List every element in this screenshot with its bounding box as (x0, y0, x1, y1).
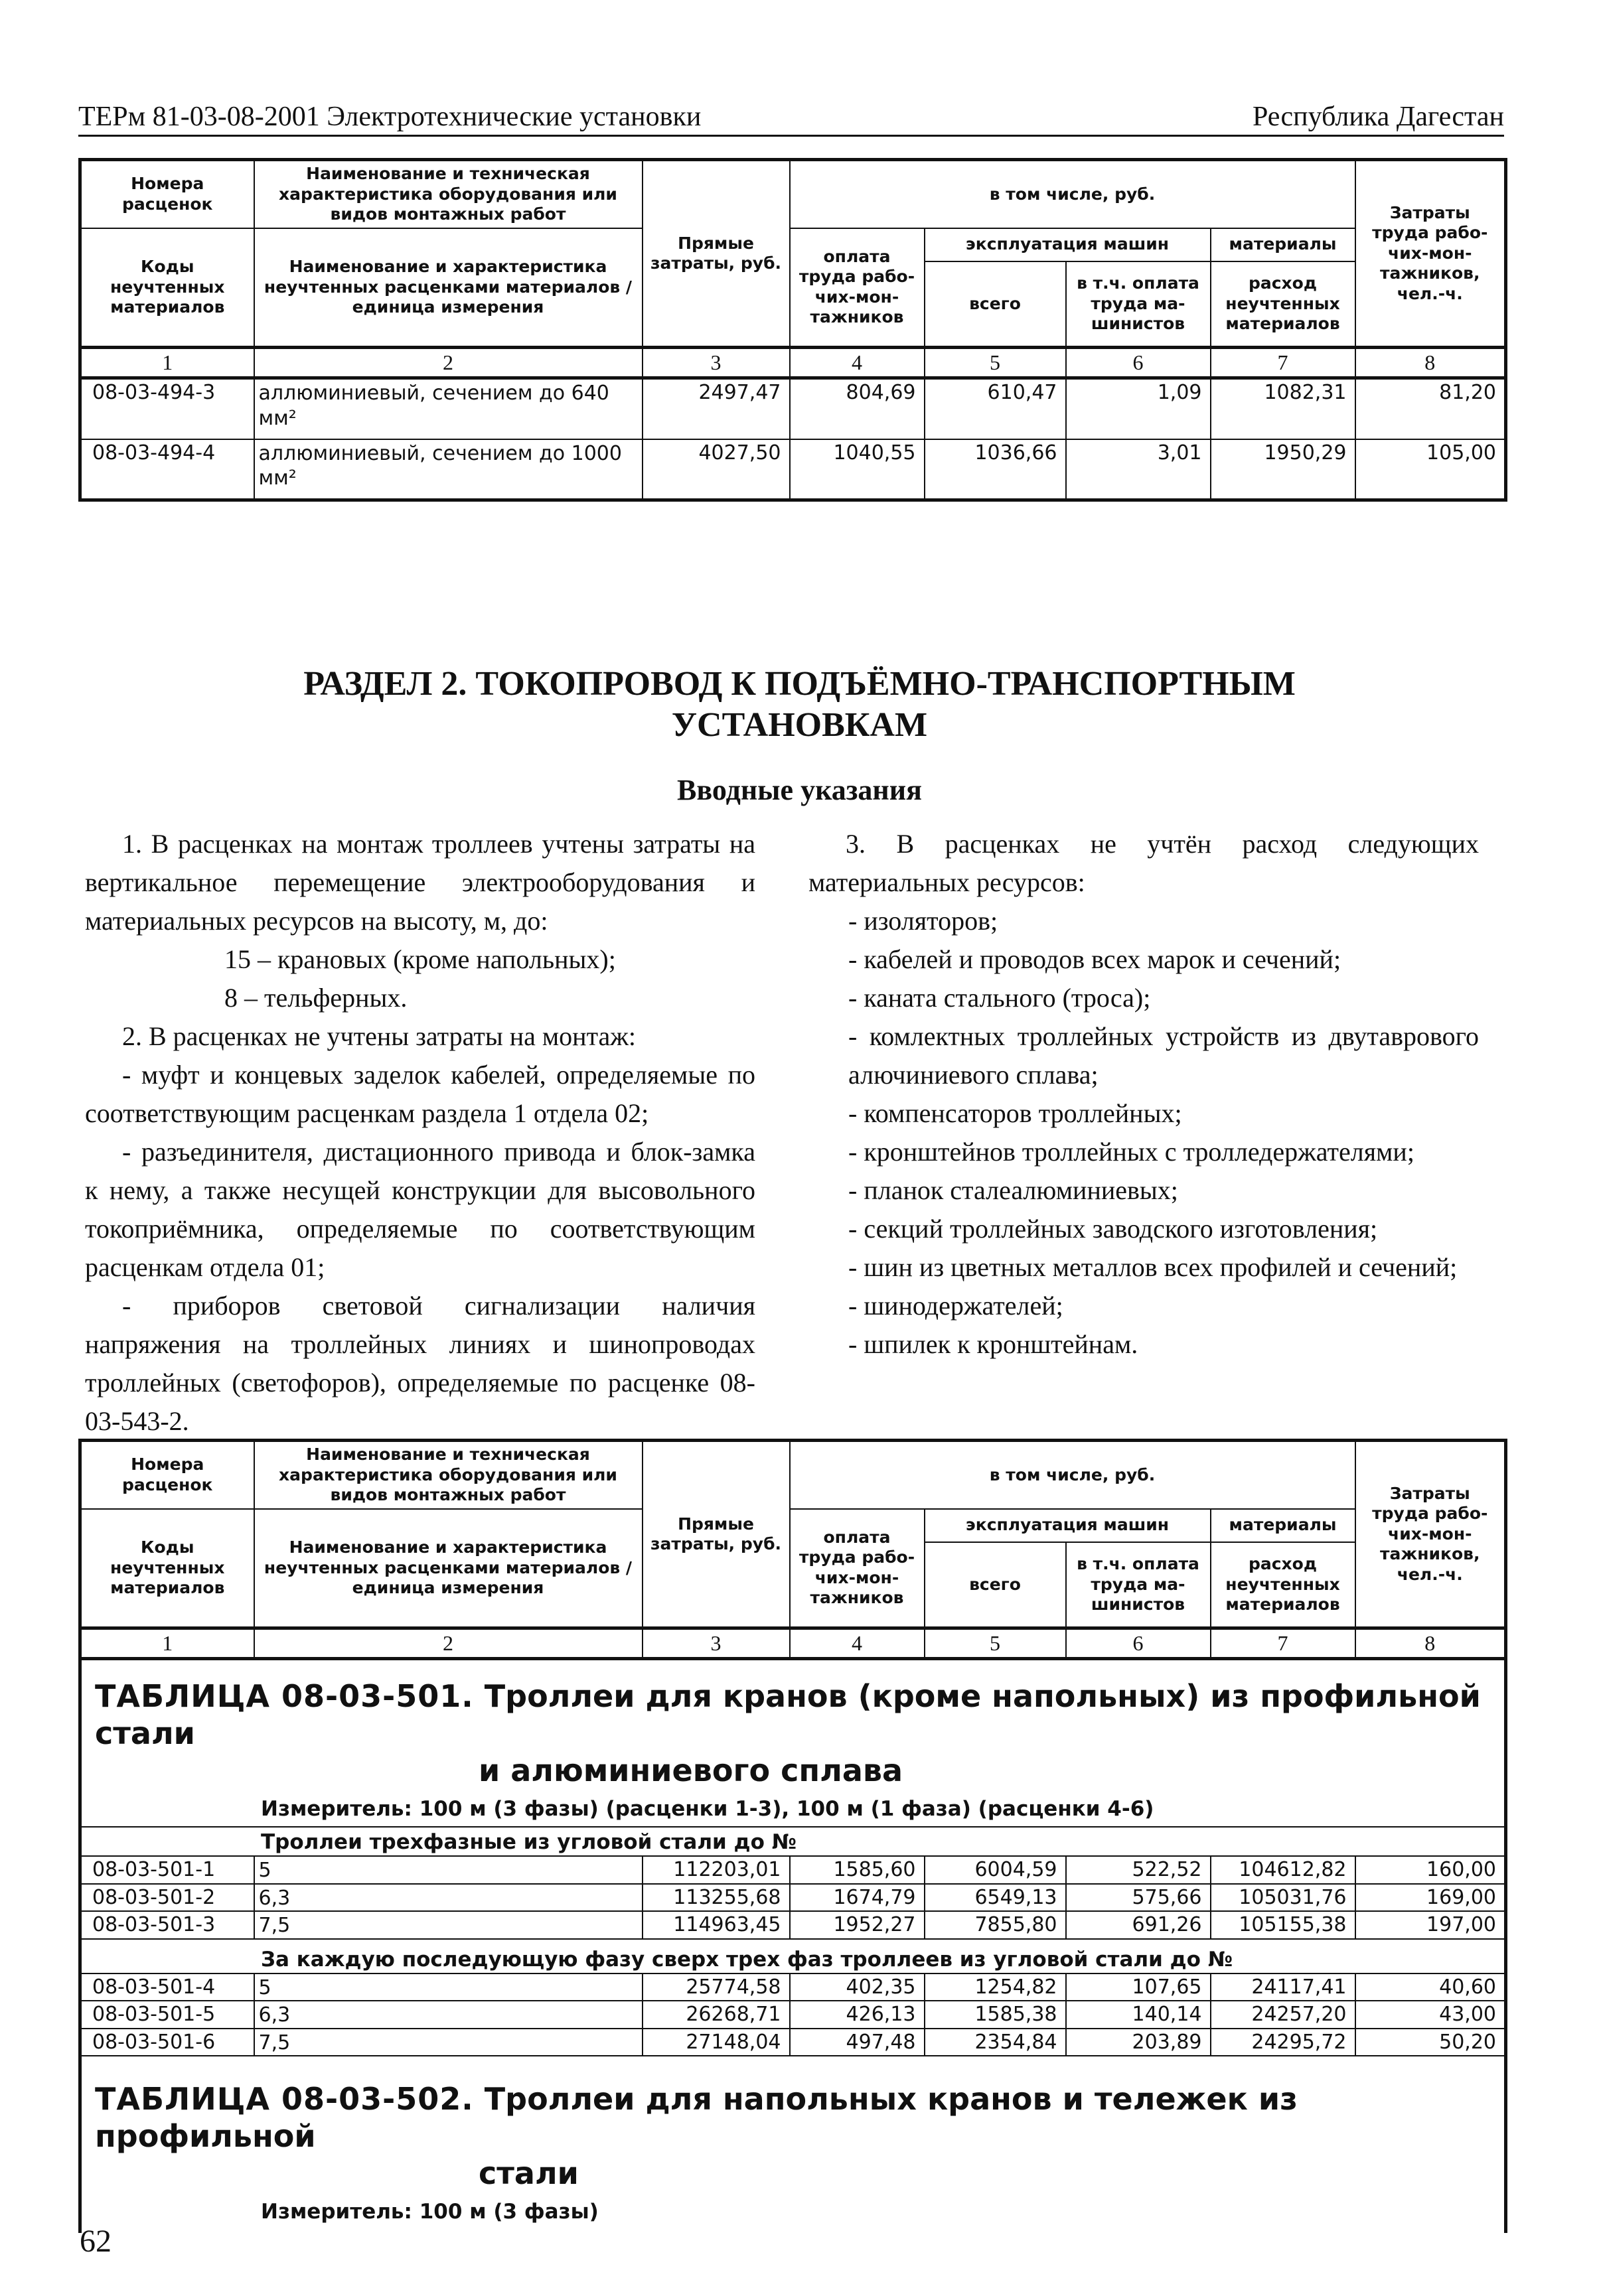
table-row (80, 1856, 1506, 1884)
machines-total: 6004,59 (925, 1856, 1066, 1884)
labor-hours: 43,00 (1355, 2001, 1506, 2029)
operator-pay: 691,26 (1066, 1911, 1211, 1939)
column-number: 4 (790, 1628, 925, 1659)
column-number: 6 (1066, 1628, 1211, 1659)
paragraph: - разъединителя, дистационного привода и блок-замка к нему, а также несущей конструкции для высовольного токоприёмника, определяемые по соответствующим расценкам отдела 01; (85, 1137, 755, 1282)
table-502-caption (80, 2056, 1506, 2233)
table-502-title-b: стали (479, 2155, 579, 2191)
rate-code: 08-03-501-1 (80, 1856, 254, 1884)
rate-name: 6,3 (254, 2001, 643, 2029)
header-labor-hours: Затраты труда рабо-чих-мон-тажников, чел.-ч. (1355, 1441, 1506, 1628)
paragraph: - муфт и концевых заделок кабелей, определяемые по соответствующим расценкам раздела 1 отдела 02; (85, 1060, 755, 1128)
materials-cost: 105031,76 (1211, 1884, 1355, 1912)
column-number: 5 (925, 348, 1066, 378)
operator-pay: 203,89 (1066, 2029, 1211, 2056)
direct-costs: 113255,68 (643, 1884, 790, 1912)
header-materials: материалы (1211, 1509, 1355, 1542)
header-rate-numbers: Номера расценок (80, 1441, 254, 1509)
header-materials: материалы (1211, 228, 1355, 261)
header-region: Республика Дагестан (1252, 102, 1504, 132)
header-unaccounted-materials: расход неучтенных материалов (1211, 261, 1355, 348)
price-table-top (78, 158, 1507, 502)
materials-cost: 1950,29 (1211, 439, 1355, 500)
list-item: - планок сталеалюминиевых; (848, 1175, 1178, 1205)
header-including: в том числе, руб. (790, 160, 1355, 228)
paragraph: 8 – тельферных. (224, 983, 408, 1013)
table-501-title (82, 1660, 1504, 1793)
header-labor-hours: Затраты труда рабо-чих-мон-тажников, чел.-ч. (1355, 160, 1506, 348)
column-number: 3 (643, 1628, 790, 1659)
table-row (80, 1911, 1506, 1939)
header-machines-total: всего (925, 1542, 1066, 1628)
rate-name: 7,5 (254, 1911, 643, 1939)
list-item: - комлектных троллейных устройств из двутаврового алючиниевого сплава; (848, 1021, 1479, 1090)
direct-costs: 112203,01 (643, 1856, 790, 1884)
list-item: - компенсаторов троллейных; (848, 1098, 1182, 1128)
labor-hours: 40,60 (1355, 1973, 1506, 2001)
header-direct-costs: Прямые затраты, руб. (643, 160, 790, 348)
worker-pay: 497,48 (790, 2029, 925, 2056)
paragraph: - приборов световой сигнализации наличия напряжения на троллейных линиях и шинопроводах троллейных (светофоров), определяемые по расценке 08-03-543-2. (85, 1291, 755, 1436)
machines-total: 610,47 (925, 378, 1066, 439)
page-number: 62 (80, 2224, 112, 2259)
header-operator-pay: в т.ч. оплата труда ма-шинистов (1066, 1542, 1211, 1628)
rate-code: 08-03-501-2 (80, 1884, 254, 1912)
section-title-line: РАЗДЕЛ 2. ТОКОПРОВОД К ПОДЪЁМНО-ТРАНСПОРТНЫМ (303, 665, 1296, 703)
header-worker-pay: оплата труда рабо-чих-мон-тажников (790, 228, 925, 348)
materials-cost: 105155,38 (1211, 1911, 1355, 1939)
list-item: - шин из цветных металлов всех профилей и сечений; (848, 1252, 1458, 1282)
materials-cost: 24117,41 (1211, 1973, 1355, 2001)
table-501-meter: Измеритель: 100 м (3 фазы) (расценки 1-3), 100 м (1 фаза) (расценки 4-6) (261, 1797, 1154, 1821)
price-table-main (78, 1439, 1507, 2233)
list-item: - шпилек к кронштейнам. (848, 1329, 1138, 1359)
column-number: 1 (80, 348, 254, 378)
list-item: - шинодержателей; (848, 1291, 1063, 1321)
labor-hours: 81,20 (1355, 378, 1506, 439)
materials-cost: 24295,72 (1211, 2029, 1355, 2056)
section-title-line: УСТАНОВКАМ (671, 706, 928, 744)
worker-pay: 1040,55 (790, 439, 925, 500)
header-material-description: Наименование и характеристика неучтенных расценками материалов / единица измерения (254, 1509, 643, 1628)
header-work-description: Наименование и техническая характеристика оборудования или видов монтажных работ (254, 160, 643, 228)
header-operator-pay: в т.ч. оплата труда ма-шинистов (1066, 261, 1211, 348)
machines-total: 1254,82 (925, 1973, 1066, 2001)
materials-cost: 24257,20 (1211, 2001, 1355, 2029)
machines-total: 1585,38 (925, 2001, 1066, 2029)
header-unaccounted-materials: расход неучтенных материалов (1211, 1542, 1355, 1628)
operator-pay: 1,09 (1066, 378, 1211, 439)
list-item: - кабелей и проводов всех марок и сечений; (848, 944, 1341, 974)
column-number: 8 (1355, 348, 1506, 378)
header-material-description: Наименование и характеристика неучтенных расценками материалов / единица измерения (254, 228, 643, 348)
rate-name: 5 (254, 1973, 643, 2001)
group-heading: За каждую последующую фазу сверх трех фаз троллеев из угловой стали до № (80, 1939, 1506, 1973)
materials-cost: 1082,31 (1211, 378, 1355, 439)
rate-code: 08-03-501-3 (80, 1911, 254, 1939)
machines-total: 6549,13 (925, 1884, 1066, 1912)
list-item: - секций троллейных заводского изготовления; (848, 1214, 1378, 1244)
labor-hours: 50,20 (1355, 2029, 1506, 2056)
machines-total: 2354,84 (925, 2029, 1066, 2056)
direct-costs: 4027,50 (643, 439, 790, 500)
header-work-description: Наименование и техническая характеристика оборудования или видов монтажных работ (254, 1441, 643, 1509)
table-501-label: ТАБЛИЦА 08-03-501. (95, 1678, 474, 1714)
intro-right-column (808, 825, 1479, 1364)
direct-costs: 27148,04 (643, 2029, 790, 2056)
group-heading: Троллеи трехфазные из угловой стали до № (80, 1827, 1506, 1856)
rate-name: аллюминиевый, сечением до 640 мм² (254, 378, 643, 439)
operator-pay: 522,52 (1066, 1856, 1211, 1884)
direct-costs: 114963,45 (643, 1911, 790, 1939)
paragraph: 3. В расценках не учтён расход следующих материальных ресурсов: (808, 829, 1479, 897)
list-item: - каната стального (троса); (848, 983, 1151, 1013)
column-number: 1 (80, 1628, 254, 1659)
machines-total: 7855,80 (925, 1911, 1066, 1939)
table-row (80, 1884, 1506, 1912)
paragraph: 1. В расценках на монтаж троллеев учтены затраты на вертикальное перемещение электрооборудования и материальных ресурсов на высоту, м, до: (85, 829, 755, 936)
materials-cost: 104612,82 (1211, 1856, 1355, 1884)
rate-code: 08-03-501-5 (80, 2001, 254, 2029)
table-row (80, 2029, 1506, 2056)
operator-pay: 140,14 (1066, 2001, 1211, 2029)
header-material-codes: Коды неучтенных материалов (80, 1509, 254, 1628)
rate-code: 08-03-494-3 (80, 378, 254, 439)
table-502-title-a: Троллеи для напольных кранов и тележек из профильной (95, 2081, 1298, 2154)
header-material-codes: Коды неучтенных материалов (80, 228, 254, 348)
header-including: в том числе, руб. (790, 1441, 1355, 1509)
section-title (0, 664, 1599, 746)
table-row (80, 2001, 1506, 2029)
table-501-title-a: Троллеи для кранов (кроме напольных) из профильной стали (95, 1678, 1481, 1751)
table-row (80, 1973, 1506, 2001)
column-number: 5 (925, 1628, 1066, 1659)
column-number: 6 (1066, 348, 1211, 378)
worker-pay: 804,69 (790, 378, 925, 439)
paragraph: 15 – крановых (кроме напольных); (224, 944, 616, 974)
operator-pay: 3,01 (1066, 439, 1211, 500)
column-number: 2 (254, 1628, 643, 1659)
list-item: - кронштейнов троллейных с тролледержателями; (848, 1137, 1414, 1167)
worker-pay: 1952,27 (790, 1911, 925, 1939)
table-501-caption (80, 1659, 1506, 1828)
column-number: 7 (1211, 348, 1355, 378)
paragraph: 2. В расценках не учтены затраты на монтаж: (122, 1021, 637, 1051)
header-machines-total: всего (925, 261, 1066, 348)
intro-heading: Вводные указания (677, 774, 922, 806)
operator-pay: 107,65 (1066, 1973, 1211, 2001)
header-rate-numbers: Номера расценок (80, 160, 254, 228)
column-number: 2 (254, 348, 643, 378)
column-number: 4 (790, 348, 925, 378)
labor-hours: 160,00 (1355, 1856, 1506, 1884)
header-direct-costs: Прямые затраты, руб. (643, 1441, 790, 1628)
labor-hours: 105,00 (1355, 439, 1506, 500)
header-machine-operation: эксплуатация машин (925, 1509, 1211, 1542)
worker-pay: 1674,79 (790, 1884, 925, 1912)
worker-pay: 402,35 (790, 1973, 925, 2001)
labor-hours: 169,00 (1355, 1884, 1506, 1912)
rate-name: 5 (254, 1856, 643, 1884)
header-machine-operation: эксплуатация машин (925, 228, 1211, 261)
worker-pay: 426,13 (790, 2001, 925, 2029)
intro-left-column (85, 825, 755, 1441)
column-number: 7 (1211, 1628, 1355, 1659)
rate-name: аллюминиевый, сечением до 1000 мм² (254, 439, 643, 500)
column-number: 8 (1355, 1628, 1506, 1659)
direct-costs: 2497,47 (643, 378, 790, 439)
labor-hours: 197,00 (1355, 1911, 1506, 1939)
rate-code: 08-03-501-4 (80, 1973, 254, 2001)
direct-costs: 25774,58 (643, 1973, 790, 2001)
table-502-title (82, 2056, 1504, 2196)
rate-code: 08-03-501-6 (80, 2029, 254, 2056)
table-502-meter: Измеритель: 100 м (3 фазы) (261, 2200, 599, 2224)
running-header (78, 98, 1504, 137)
table-row (80, 439, 1506, 500)
direct-costs: 26268,71 (643, 2001, 790, 2029)
column-number: 3 (643, 348, 790, 378)
header-worker-pay: оплата труда рабо-чих-мон-тажников (790, 1509, 925, 1628)
header-document-title: ТЕРм 81-03-08-2001 Электротехнические установки (78, 102, 702, 132)
machines-total: 1036,66 (925, 439, 1066, 500)
rate-name: 6,3 (254, 1884, 643, 1912)
rate-code: 08-03-494-4 (80, 439, 254, 500)
operator-pay: 575,66 (1066, 1884, 1211, 1912)
table-row (80, 378, 1506, 439)
list-item: - изоляторов; (848, 906, 998, 936)
table-502-label: ТАБЛИЦА 08-03-502. (95, 2081, 474, 2117)
table-501-title-b: и алюминиевого сплава (479, 1753, 903, 1788)
rate-name: 7,5 (254, 2029, 643, 2056)
worker-pay: 1585,60 (790, 1856, 925, 1884)
